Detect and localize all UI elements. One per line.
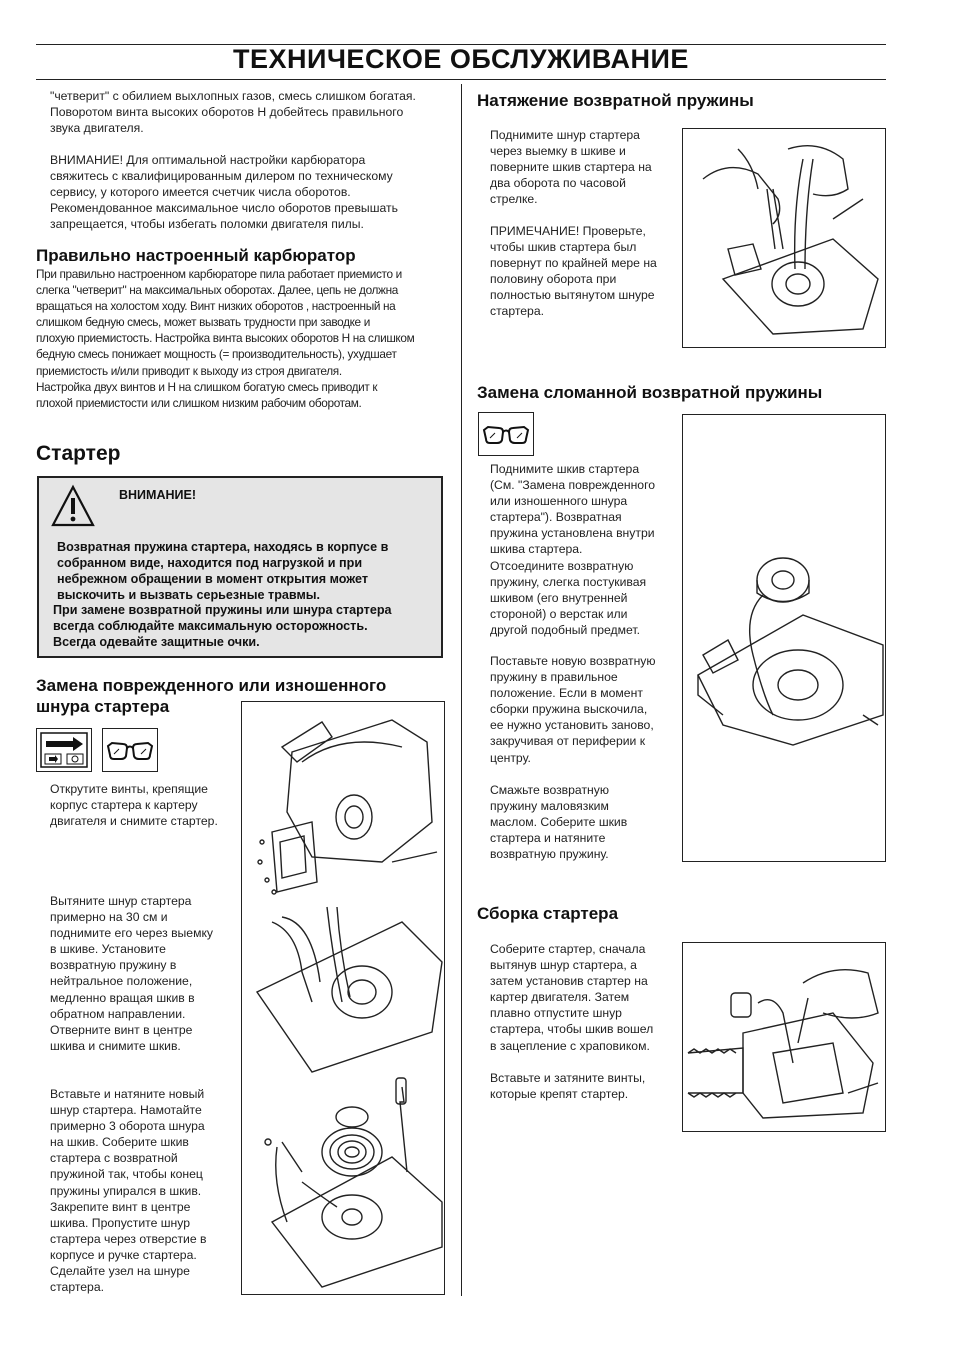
tension-text-2: ПРИМЕЧАНИЕ! Проверьте, чтобы шкив стартера был повернут по крайней мере на половину оборота при полностью вытянутом шнуре стартера. [490, 224, 657, 319]
intro-paragraph-2: ВНИМАНИЕ! Для оптимальной настройки карбюратора свяжитесь с квалифицированным дилером по техническому сервису, у которого имеется счетчик числа оборотов. Рекомендованное максимальное число оборотов превышать запрещается, чтобы избегать поломки двигателя пилы. [50, 153, 398, 232]
cord-heading: Замена поврежденного или изношенного шнура стартера [36, 676, 387, 716]
warning-text-2: При замене возвратной пружины или шнура стартера всегда соблюдайте максимальную осторожность. Всегда одевайте защитные очки. [53, 603, 392, 649]
warning-text-1: Возвратная пружина стартера, находясь в корпусе в собранном виде, находится под нагрузкой и при небрежном обращении в момент открытия может выскочить и вызвать серьезные травмы. [57, 540, 389, 602]
carb-heading: Правильно настроенный карбюратор [36, 246, 356, 265]
tension-text-1: Поднимите шнур стартера через выемку в шкиве и поверните шкив стартера на два оборота по часовой стрелке. [490, 128, 652, 207]
warning-box [37, 476, 443, 658]
warning-title: ВНИМАНИЕ! [119, 488, 196, 502]
column-divider [461, 84, 462, 1296]
assembly-text-2: Вставьте и затяните винты, которые крепят стартер. [490, 1071, 646, 1102]
remove-pulley-illustration [257, 907, 442, 1072]
page-title: ТЕХНИЧЕСКОЕ ОБСЛУЖИВАНИЕ [233, 44, 689, 74]
broken-spring-heading: Замена сломанной возвратной пружины [477, 383, 823, 402]
cord-step-3: Вставьте и натяните новый шнур стартера. Намотайте примерно 3 оборота шнура на шкив. Соберите шкив стартера с возвратной пружиной так, чтобы конец пружины упирался в шкив. Закрепите винт в центре шкива. Пропустите шнур стартера через отверстие в корпусе и ручке стартера. Сделайте узел на шнуре стартера. [50, 1087, 207, 1295]
screwdriver-arrow-icon [36, 728, 92, 772]
header-bottom-rule [36, 79, 886, 80]
new-cord-spring-illustration [265, 1078, 442, 1287]
intro-paragraph-1: "четверит" с обилием выхлопных газов, смесь слишком богатая. Поворотом винта высоких оборотов H добейтесь правильного звука двигателя. [50, 89, 416, 136]
warning-triangle-icon [51, 484, 95, 528]
safety-goggles-icon-2 [478, 412, 534, 456]
broken-spring-text-2: Поставьте новую возвратную пружину в правильное положение. Если в момент сборки пружина выскочила, ее нужно установить заново, закручивая от периферии к центру. [490, 654, 656, 765]
broken-spring-illustration [682, 414, 886, 862]
broken-spring-text-1: Поднимите шкив стартера (См. "Замена поврежденного или изношенного шнура стартера"). Возвратная пружина установлена внутри шкива стартера. Отсоедините возвратную пружину, слегка постукивая шкивом (его внутренней стороной) о верстак или другой подобный предмет. [490, 462, 656, 637]
carb-text: При правильно настроенном карбюраторе пила работает приемисто и слегка "четверит" на максимальных оборотах. Далее, цепь не должна вращаться на холостом ходу. Винт низких оборотов , настроенный на слишком бедную смесь, может вызвать трудности при заводке и плохую приемистость. Настройка винта высоких оборотов H на слишком бедную смесь понижает мощность (= производительность), ухудшает приемистость и/или приводит к выходу из строя двигателя. Настройка двух винтов и H на слишком богатую смесь приводит к плохой приемистости или слишком низким рабочим оборотам. [36, 267, 415, 410]
chainsaw-remove-starter-illustration [258, 720, 437, 894]
starter-cord-illustrations [241, 701, 445, 1295]
assembly-text-1: Соберите стартер, сначала вытянув шнур стартера, а затем установив стартер на картер двигателя. Затем плавно отпустите шнур стартера, чтобы шкив вошел в зацепление с храповиком. [490, 942, 654, 1053]
cord-step-2: Вытяните шнур стартера примерно на 30 см и поднимите его через выемку в шкиве. Установите возвратную пружину в нейтральное положение, медленно вращая шкив в обратном направлении. Отверните винт в центре шкива и снимите шкив. [50, 894, 214, 1053]
tension-heading: Натяжение возвратной пружины [477, 91, 754, 110]
safety-goggles-icon [102, 728, 158, 772]
assembly-heading: Сборка стартера [477, 904, 619, 923]
assembly-illustration [682, 942, 886, 1132]
cord-step-1: Открутите винты, крепящие корпус стартера к картеру двигателя и снимите стартер. [50, 782, 218, 829]
broken-spring-text-3: Смажьте возвратную пружину маловязким маслом. Соберите шкив стартера и натяните возвратную пружину. [490, 783, 628, 862]
starter-heading: Стартер [36, 442, 121, 465]
tension-illustration [682, 128, 886, 348]
